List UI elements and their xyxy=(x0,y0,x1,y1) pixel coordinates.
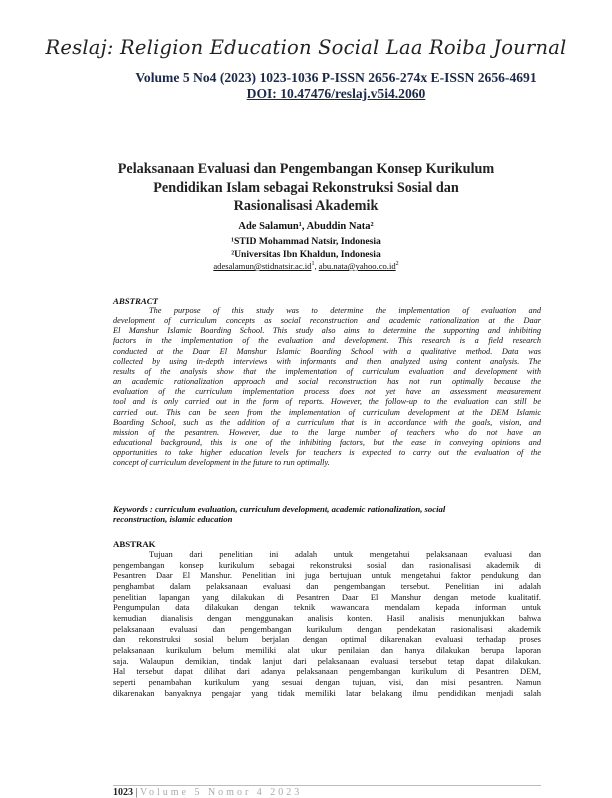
abstract-line: results of the analysis show that the implementation of curriculum evaluation and development with xyxy=(113,366,541,376)
affiliation-2: ²Universitas Ibn Khaldun, Indonesia xyxy=(231,249,381,260)
abstrak-line: Tujuan dari penelitian ini adalah untuk mengetahui pelaksanaan evaluasi dan xyxy=(149,549,541,559)
abstract-heading: ABSTRACT xyxy=(113,296,158,306)
title-line: Pelaksanaan Evaluasi dan Pengembangan Konsep Kurikulum xyxy=(117,161,495,177)
abstrak-body xyxy=(113,549,541,698)
abstract-body xyxy=(113,306,541,469)
abstrak-line: kemudian dianalisis dengan menggunakan analisis konten. Hasil analisis menunjukkan bahwa xyxy=(113,612,541,623)
author-list: Ade Salamun¹, Abuddin Nata² xyxy=(238,221,374,232)
footer-divider xyxy=(113,785,541,786)
abstract-line: tool and is only carried out in the form of reports. However, the follow-up to the evaluation can still be xyxy=(113,397,541,407)
abstrak-line: Hal tersebut dapat dilihat dari adanya pelaksanaan pengembangan kurikulum di Pesantren DEM, xyxy=(113,666,541,677)
abstract-line: an academic rationalization approach and social reconstruction has not run optimally because the xyxy=(113,377,541,387)
title-line: Pendidikan Islam sebagai Rekonstruksi Sosial dan xyxy=(153,179,459,196)
page-footer xyxy=(113,787,302,798)
author-emails xyxy=(0,261,612,271)
abstrak-line: Pesantren Daar El Manshur. Penelitian ini juga bertujuan untuk mengetahui faktor pendukung dan xyxy=(113,570,541,581)
abstract-line: development of curriculum concepts as social reconstruction and academic rationalization at the Daar xyxy=(113,316,541,326)
abstrak-line: saja. Walaupun demikian, tindak lanjut dari pelaksanaan evaluasi tersebut tetap dapat dilakukan. xyxy=(113,655,541,666)
keywords xyxy=(113,504,541,525)
abstract-line: mission of the pesantren. However, due to the large number of teachers who do not have an xyxy=(113,427,541,437)
abstract-line: educational background, this is one of the inhibiting factors, but the ease in conveying opinions and xyxy=(113,438,541,448)
email-mark-2: 2 xyxy=(395,261,399,268)
abstract-line: conducted at the Daar El Manshur Islamic Boarding School with a qualitative method. Data was xyxy=(113,346,541,356)
abstract-line: concept of curriculum development in the future to run optimally. xyxy=(113,458,330,468)
abstrak-line: penelitian lapangan yang dilakukan di Pesantren Daar El Manshur dengan metode kualitatif. xyxy=(113,591,541,602)
abstract-line: carried out. This can be seen from the implementation of curriculum development at the DEM Islamic xyxy=(113,407,541,417)
abstrak-heading: ABSTRAK xyxy=(113,539,156,549)
abstrak-line: dan rekonstruksi sosial belum berjalan dengan optimal dikarenakan evaluasi terhadap proses xyxy=(113,634,541,645)
keywords-line: reconstruction, islamic education xyxy=(113,514,233,525)
abstrak-line: pengembangan konsep kurikulum sebagai rekonstruksi sosial dan rasionalisasi akademik di xyxy=(113,559,541,570)
abstrak-line: dikarenakan banyaknya pengajar yang tidak memiliki latar belakang ilmu pendidikan menjadi salah xyxy=(113,687,541,698)
abstract-line: evaluation of the curriculum implementation process does not yet have an assessment measurement xyxy=(113,387,541,397)
abstrak-line: Pengumpulan data dilakukan dengan teknik wawancara mendalam kepada informan untuk xyxy=(113,602,541,613)
abstract-line: opportunities to take higher education levels for teachers is expected to carry out the evaluation of the xyxy=(113,448,541,458)
doi-link[interactable]: DOI: 10.47476/reslaj.v5i4.2060 xyxy=(246,86,426,101)
email-link-1[interactable]: adesalamun@stidnatsir.ac.id xyxy=(213,261,312,271)
email-mark-1: 1 xyxy=(311,261,315,268)
title-line: Rasionalisasi Akademik xyxy=(233,198,379,215)
journal-name: Reslaj: Religion Education Social Laa Roiba Journal xyxy=(45,36,567,59)
email-link-2[interactable]: abu.nata@yahoo.co.id xyxy=(318,261,396,271)
abstract-line: El Manshur Islamic Boarding School. This study also aims to determine the supporting and inhibiting xyxy=(113,326,541,336)
abstract-line: The purpose of this study was to determine the implementation of evaluation and xyxy=(149,306,541,315)
article-title xyxy=(90,160,522,216)
abstract-line: factors in the implementation of the evaluation and development. This research is a field research xyxy=(113,336,541,346)
volume-issn-line: Volume 5 No4 (2023) 1023-1036 P-ISSN 2656-274x E-ISSN 2656-4691 xyxy=(135,70,537,85)
affiliation-1: ¹STID Mohammad Natsir, Indonesia xyxy=(231,236,381,247)
abstrak-line: pelaksanaan evaluasi dan pengembangan kurikulum dengan pendekatan rasionalisasi akademik xyxy=(113,623,541,634)
footer-volume: Volume 5 Nomor 4 2023 xyxy=(140,787,303,798)
keywords-line: Keywords : curriculum evaluation, curriculum development, academic rationalization, social xyxy=(113,504,446,514)
page-number: 1023 xyxy=(113,787,133,798)
abstrak-line: pelaksanaan kurikulum belum memiliki alat ukur penilaian dan hanya dilakukan berupa laporan xyxy=(113,644,541,655)
footer-separator: | xyxy=(133,787,141,798)
abstract-line: Boarding School, such as the addition of a curriculum that is in accordance with the goals, vision, and xyxy=(113,417,541,427)
abstract-line: collected by using in-depth interviews with informants and then analyzed using content analysis. The xyxy=(113,356,541,366)
abstrak-line: penghambat dalam pelaksanaan evaluasi dan pengembangan tersebut. Penelitian ini adalah xyxy=(113,580,541,591)
abstrak-line: seperti penambahan kurikulum yang sesuai dengan tujuan, visi, dan misi pesantren. Namun xyxy=(113,676,541,687)
email-separator: , xyxy=(314,261,319,271)
